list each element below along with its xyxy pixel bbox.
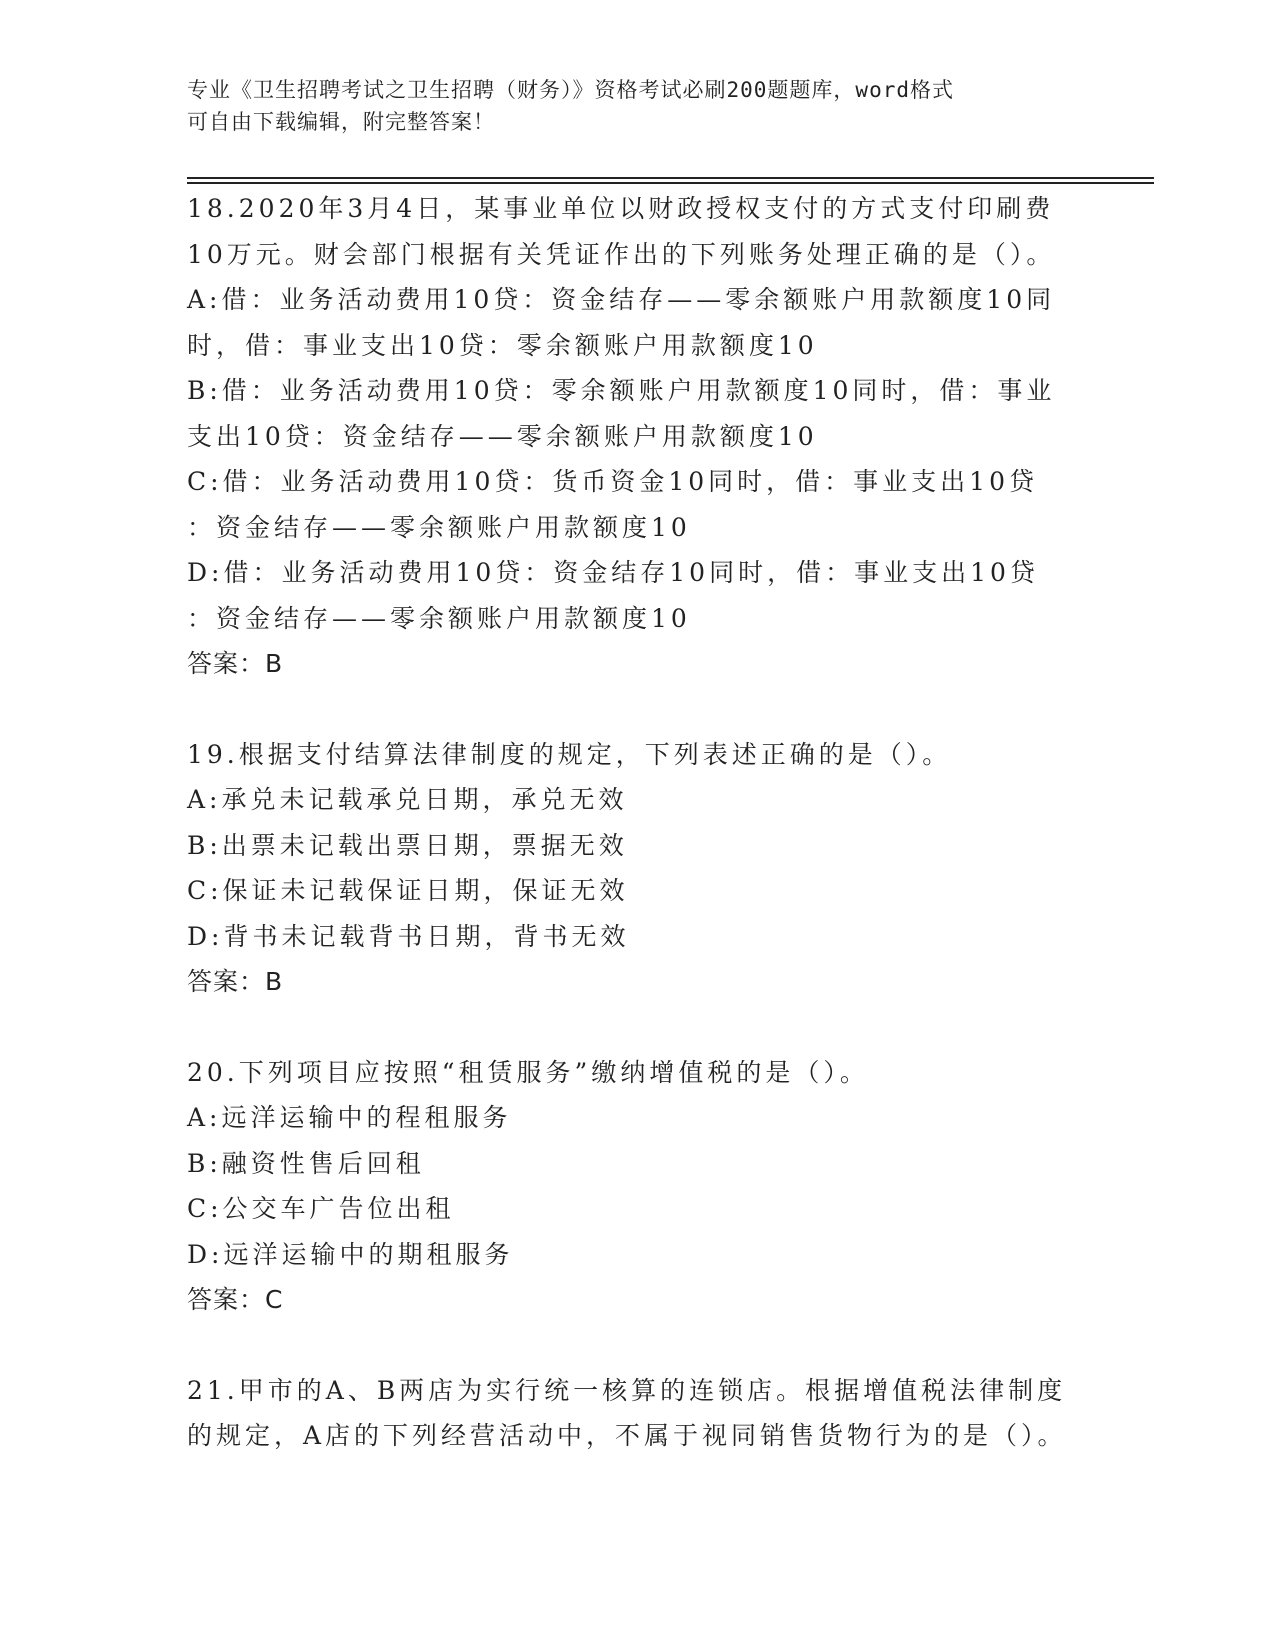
option-line: C:公交车广告位出租 [187, 1194, 455, 1223]
option-line: B:出票未记载出票日期，票据无效 [187, 830, 628, 860]
option-line: A:借：业务活动费用10贷：资金结存——零余额账户用款额度10同 [187, 285, 1056, 314]
option-line: 时，借：事业支出10贷：零余额账户用款额度10 [187, 330, 818, 360]
header-title-line-2: 可自由下载编辑，附完整答案！ [187, 110, 495, 134]
question-text-line: 10万元。财会部门根据有关凭证作出的下列账务处理正确的是（）。 [187, 239, 1056, 269]
question-text-line: 18.2020年3月4日，某事业单位以财政授权支付的方式支付印刷费 [187, 194, 1055, 223]
header-title-line-1: 专业《卫生招聘考试之卫生招聘（财务）》资格考试必刷200题题库，word格式 [187, 78, 954, 102]
option-line: D:背书未记载背书日期，背书无效 [187, 921, 630, 951]
option-line: 支出10贷：资金结存——零余额账户用款额度10 [187, 421, 818, 451]
header-divider-bottom [187, 182, 1154, 184]
question-list [187, 186, 1087, 1504]
option-line: B:融资性售后回租 [187, 1148, 425, 1178]
question-20 [187, 1050, 1087, 1323]
document-header [187, 74, 1067, 138]
option-line: A:承兑未记载承兑日期，承兑无效 [187, 785, 628, 814]
option-line: ：资金结存——零余额账户用款额度10 [187, 512, 691, 542]
option-line: D:远洋运输中的期租服务 [187, 1239, 514, 1269]
answer-text: 答案：B [187, 649, 284, 678]
option-line: D:借：业务活动费用10贷：资金结存10同时，借：事业支出10贷 [187, 558, 1039, 587]
question-text-line: 的规定，A店的下列经营活动中，不属于视同销售货物行为的是（）。 [187, 1421, 1067, 1450]
option-line: C:保证未记载保证日期，保证无效 [187, 876, 629, 905]
option-line: C:借：业务活动费用10贷：货币资金10同时，借：事业支出10贷 [187, 467, 1038, 496]
question-21 [187, 1368, 1087, 1459]
option-line: A:远洋运输中的程租服务 [187, 1103, 512, 1132]
question-text-line: 20.下列项目应按照“租赁服务”缴纳增值税的是（）。 [187, 1057, 869, 1087]
question-text-line: 21.甲市的A、B两店为实行统一核算的连锁店。根据增值税法律制度 [187, 1375, 1067, 1405]
answer-text: 答案：C [187, 1285, 284, 1314]
option-line: B:借：业务活动费用10贷：零余额账户用款额度10同时，借：事业 [187, 376, 1056, 405]
question-text-line: 19.根据支付结算法律制度的规定，下列表述正确的是（）。 [187, 739, 952, 769]
header-divider-top [187, 177, 1154, 179]
answer-text: 答案：B [187, 967, 284, 996]
option-line: ：资金结存——零余额账户用款额度10 [187, 603, 691, 633]
question-19 [187, 732, 1087, 1005]
question-18 [187, 186, 1087, 687]
